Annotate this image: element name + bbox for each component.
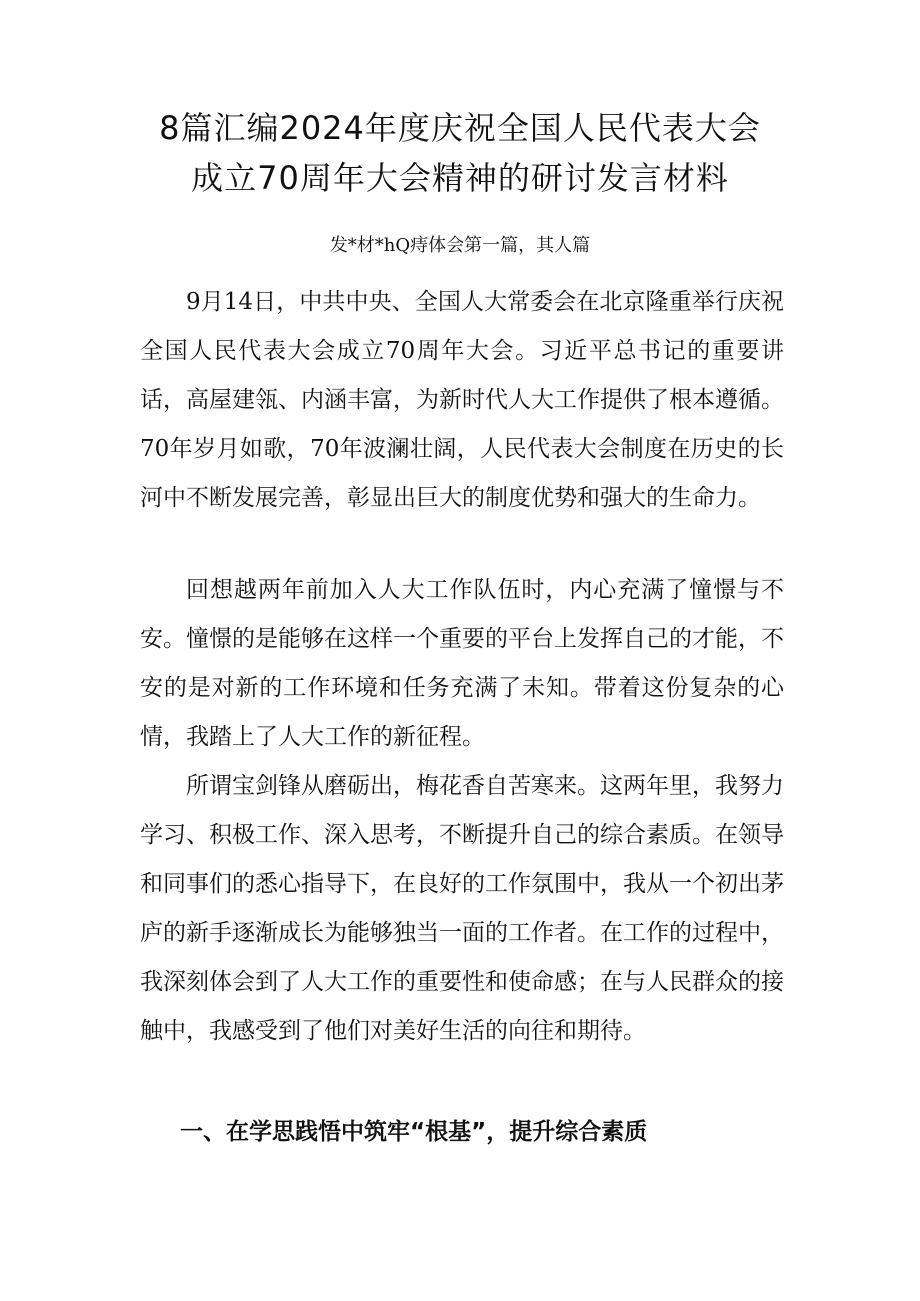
- document-subtitle: 发*材*hQ痔体会第一篇，其人篇: [329, 235, 591, 256]
- paragraph-1: 9月14日，中共中央、全国人大常委会在北京隆重举行庆祝全国人民代表大会成立70周年大会。习近平总书记的重要讲话，高屋建瓴、内涵丰富，为新时代人大工作提供了根本遵循。70年岁月如歌，70年波澜壮阔，人民代表大会制度在历史的长河中不断发展完善，彰显出巨大的制度优势和强大的生命力。: [140, 289, 784, 511]
- document-title-line-2: 成立70周年大会精神的研讨发言材料: [191, 159, 729, 197]
- section-heading: 一、在学思践悟中筑牢“根基”，提升综合素质: [180, 1119, 648, 1145]
- paragraph-3: 所谓宝剑锋从磨砺出，梅花香自苦寒来。这两年里，我努力学习、积极工作、深入思考，不断提升自己的综合素质。在领导和同事们的悉心指导下，在良好的工作氛围中，我从一个初出茅庐的新手逐渐成长为能够独当一面的工作者。在工作的过程中，我深刻体会到了人大工作的重要性和使命感；在与人民群众的接触中，我感受到了他们对美好生活的向往和期待。: [140, 773, 784, 1044]
- paragraph-2: 回想越两年前加入人大工作队伍时，内心充满了憧憬与不安。憧憬的是能够在这样一个重要的平台上发挥自己的才能，不安的是对新的工作环境和任务充满了未知。带着这份复杂的心情，我踏上了人大工作的新征程。: [140, 577, 784, 750]
- document-title-line-1: 8篇汇编2024年度庆祝全国人民代表大会: [159, 109, 761, 147]
